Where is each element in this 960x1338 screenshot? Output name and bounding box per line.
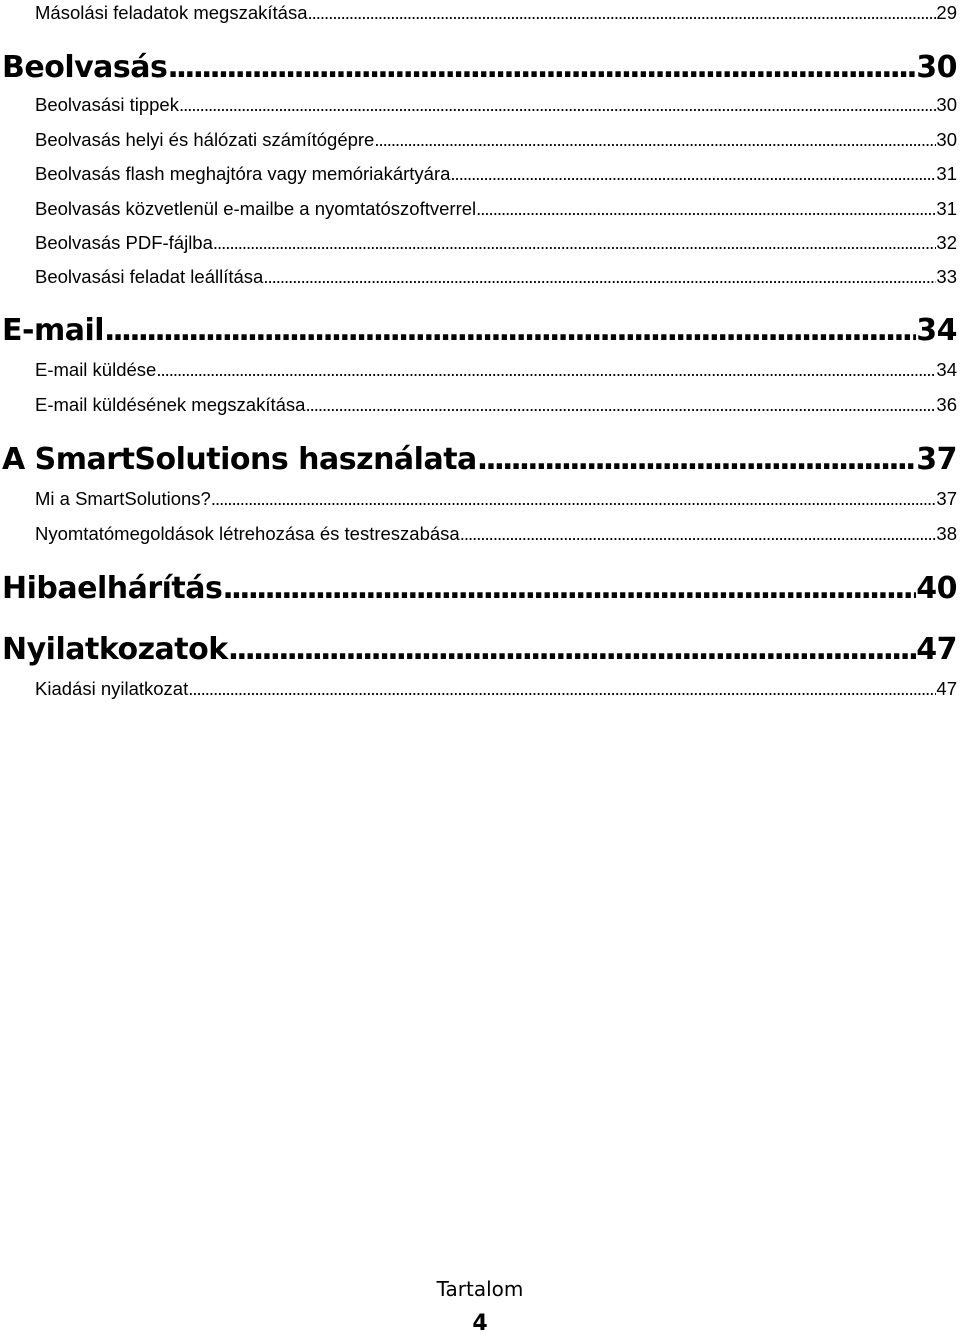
toc-entry-page: 47	[936, 678, 957, 699]
page-number: 4	[472, 1311, 488, 1336]
toc-entry-title: E-mail küldése	[35, 359, 157, 380]
toc-entry-page: 31	[936, 198, 957, 219]
toc-entry-title: Beolvasás helyi és hálózati számítógépre	[35, 129, 375, 150]
toc-entry[interactable]	[35, 92, 957, 118]
toc-section-title: Nyilatkozatok	[2, 632, 228, 667]
toc-entry-page: 37	[936, 488, 957, 509]
toc-section-entry[interactable]	[2, 311, 957, 351]
dot-leader	[213, 230, 937, 256]
toc-entry-title: Beolvasás közvetlenül e-mailbe a nyomtatószoftverrel	[35, 198, 477, 219]
toc-entry-page: 30	[936, 94, 957, 115]
dot-leader	[477, 440, 916, 480]
toc-entry-title: Beolvasási feladat leállítása	[35, 266, 264, 287]
toc-entry-page: 36	[936, 394, 957, 415]
toc-section-entry[interactable]	[2, 569, 957, 609]
toc-entry[interactable]	[35, 486, 957, 512]
dot-leader	[167, 48, 916, 88]
toc-entry-page: 32	[936, 232, 957, 253]
toc-entry-page: 34	[936, 359, 957, 380]
toc-entry[interactable]	[35, 196, 957, 222]
toc-section-title: E-mail	[2, 313, 105, 348]
toc-entry[interactable]	[35, 357, 957, 383]
toc-entry-page: 29	[936, 2, 957, 23]
dot-leader	[460, 521, 937, 547]
toc-entry-title: Másolási feladatok megszakítása	[35, 2, 308, 23]
toc-section-title: A SmartSolutions használata	[2, 442, 477, 477]
toc-entry-title: Beolvasási tippek	[35, 94, 179, 115]
dot-leader	[222, 569, 916, 609]
toc-entry-title: E-mail küldésének megszakítása	[35, 394, 306, 415]
dot-leader	[263, 264, 936, 290]
dot-leader	[104, 311, 916, 351]
toc-entry-title: Beolvasás flash meghajtóra vagy memóriakártyára	[35, 163, 451, 184]
dot-leader	[188, 676, 936, 702]
toc-entry[interactable]	[35, 264, 957, 290]
toc-entry[interactable]	[35, 161, 957, 187]
toc-entry-title: Beolvasás PDF-fájlba	[35, 232, 213, 253]
toc-section-page: 30	[916, 50, 957, 85]
dot-leader	[179, 92, 936, 118]
toc-section-page: 34	[916, 313, 957, 348]
toc-entry-page: 38	[936, 523, 957, 544]
toc-section-page: 47	[916, 632, 957, 667]
toc-entry-title: Kiadási nyilatkozat	[35, 678, 189, 699]
toc-entry-page: 30	[936, 129, 957, 150]
toc-entry-title: Nyomtatómegoldások létrehozása és testreszabása	[35, 523, 460, 544]
toc-section-page: 37	[916, 442, 957, 477]
toc-section-title: Hibaelhárítás	[2, 571, 223, 606]
toc-entry[interactable]	[35, 127, 957, 153]
dot-leader	[228, 630, 917, 670]
toc-entry[interactable]	[35, 676, 957, 702]
toc-entry-title: Mi a SmartSolutions?	[35, 488, 211, 509]
dot-leader	[211, 486, 937, 512]
toc-section-page: 40	[916, 571, 957, 606]
toc-entry[interactable]	[35, 392, 957, 418]
toc-entry[interactable]	[35, 230, 957, 256]
toc-entry-page: 33	[936, 266, 957, 287]
dot-leader	[374, 127, 936, 153]
dot-leader	[308, 0, 937, 26]
toc-entry[interactable]	[35, 0, 957, 26]
toc-section-entry[interactable]	[2, 630, 957, 670]
toc-entry-page: 31	[936, 163, 957, 184]
dot-leader	[450, 161, 936, 187]
toc-section-entry[interactable]	[2, 48, 957, 88]
dot-leader	[476, 196, 936, 222]
toc-section-entry[interactable]	[2, 440, 957, 480]
toc-entry[interactable]	[35, 521, 957, 547]
running-footer-label: Tartalom	[436, 1277, 524, 1301]
dot-leader	[305, 392, 936, 418]
dot-leader	[156, 357, 936, 383]
toc-section-title: Beolvasás	[2, 50, 168, 85]
